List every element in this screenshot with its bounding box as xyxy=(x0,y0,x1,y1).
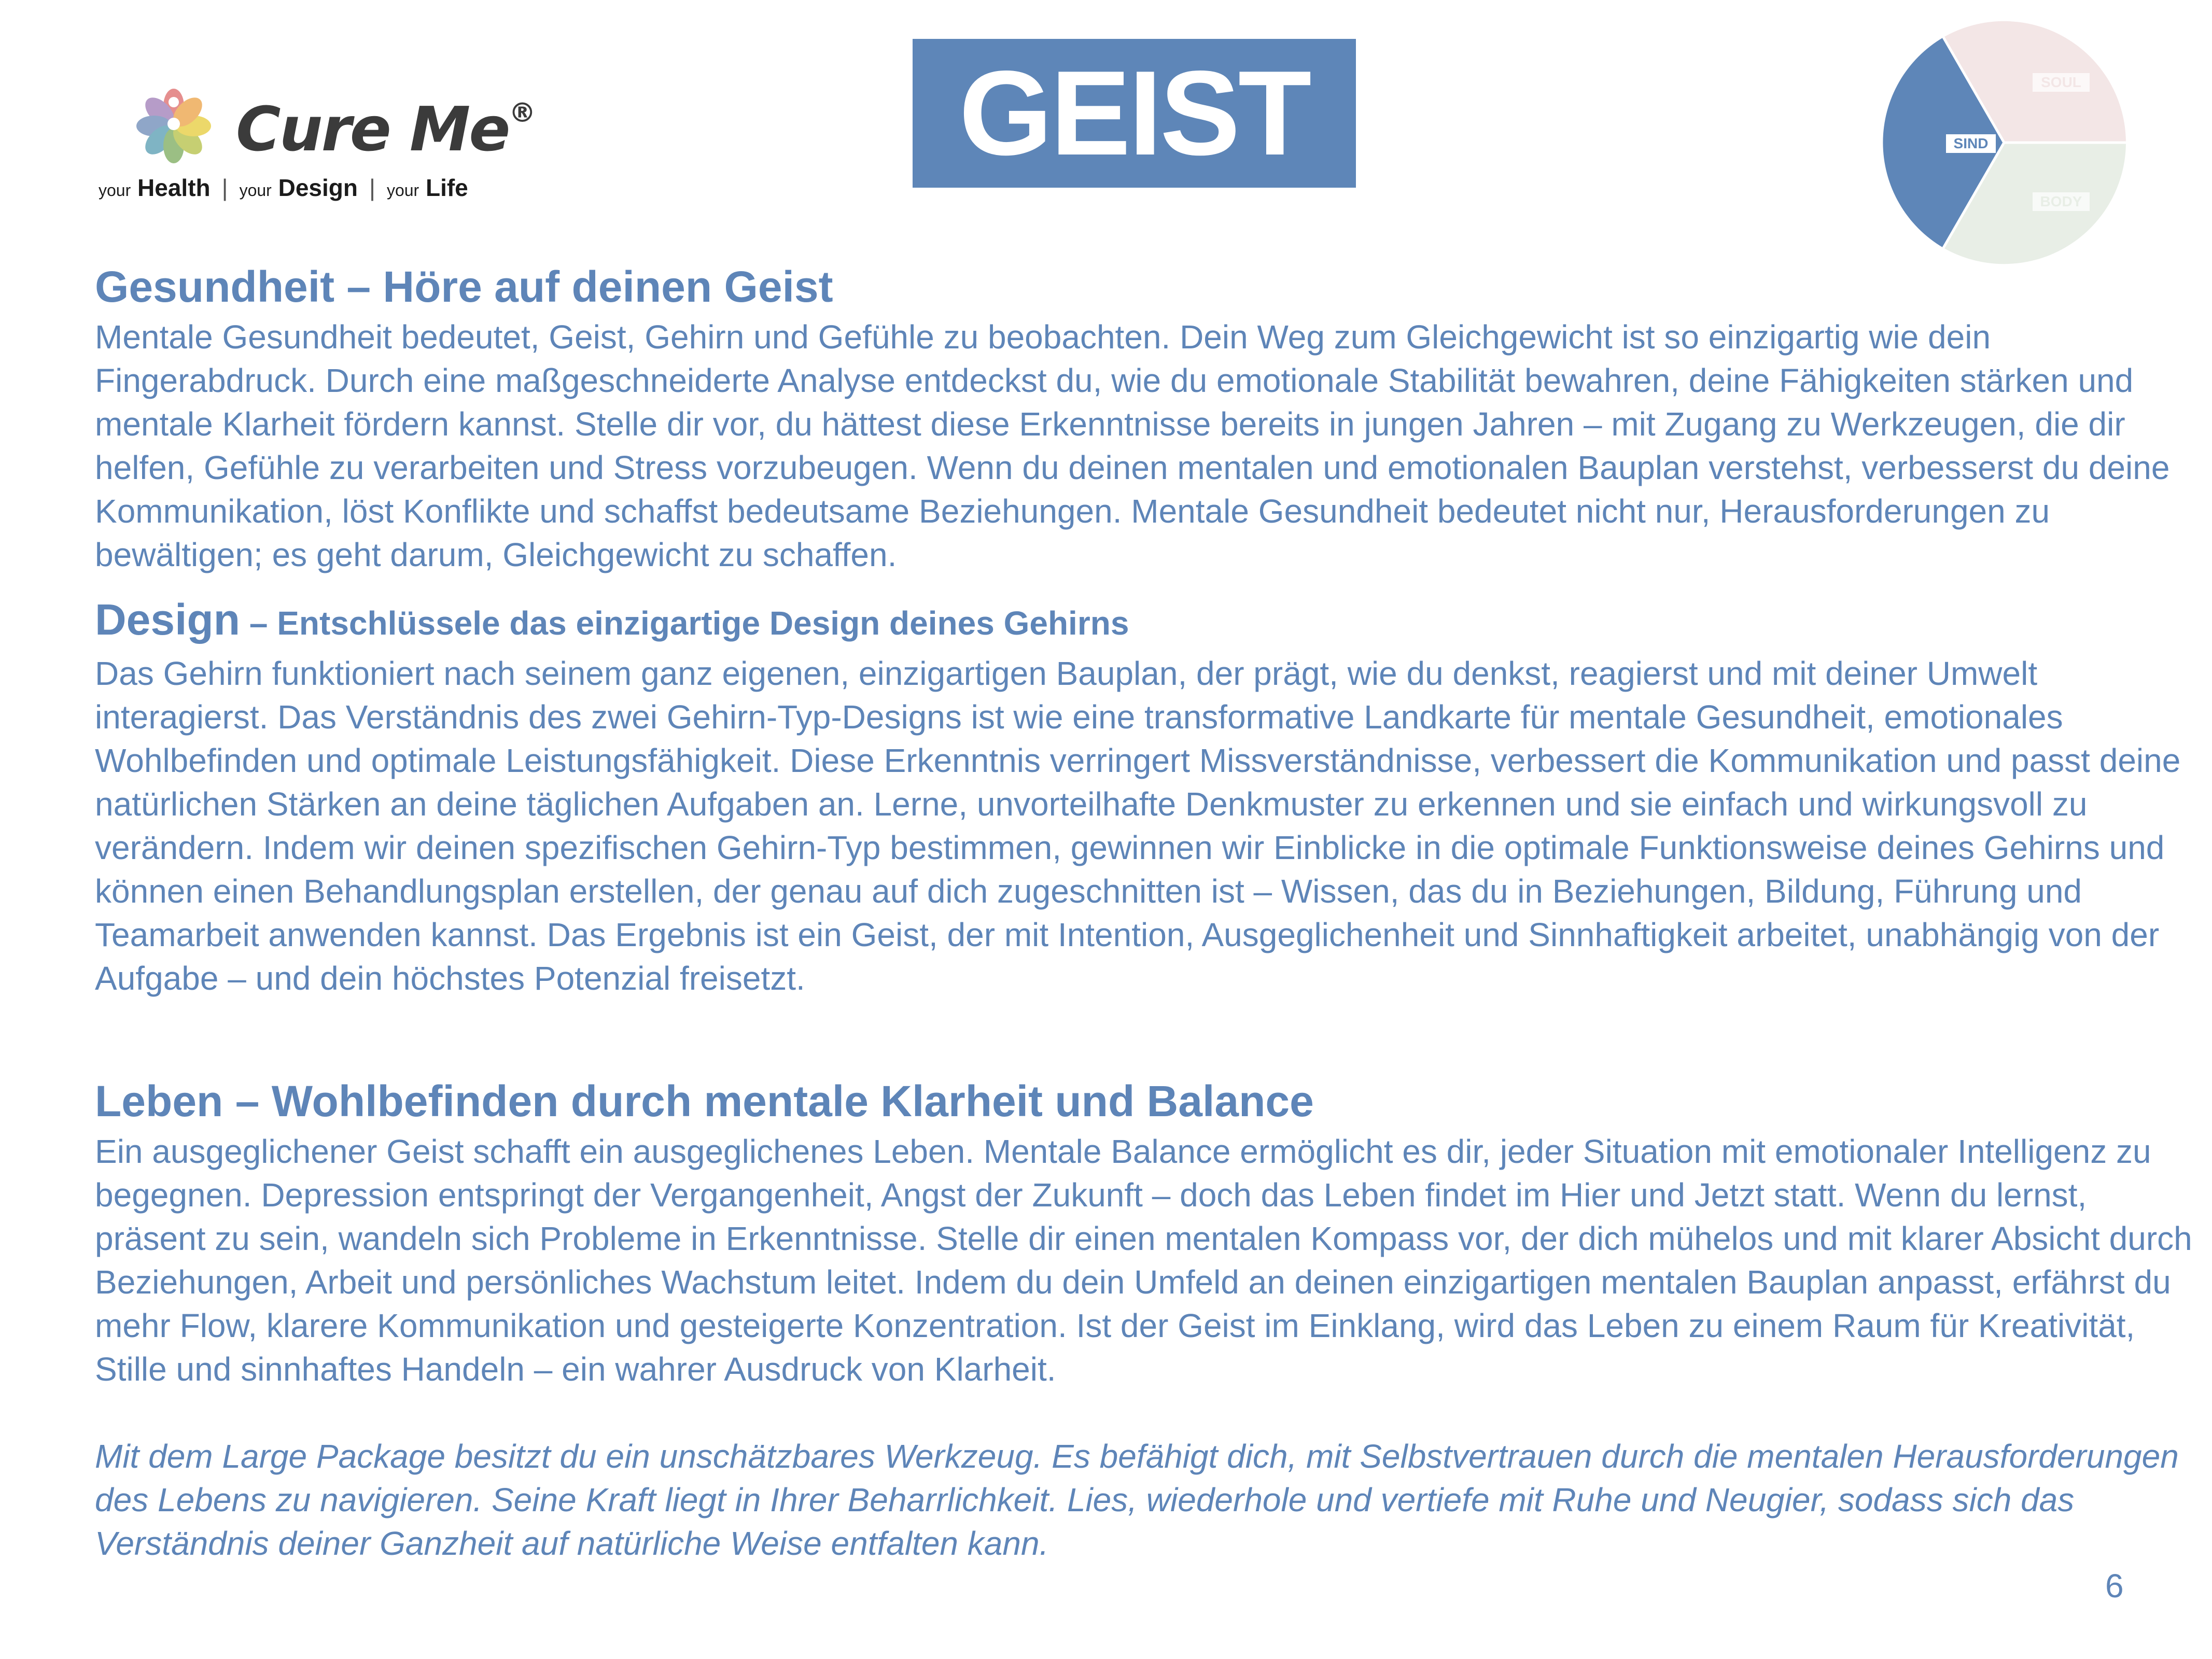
section-heading: Leben – Wohlbefinden durch mentale Klarheit und Balance xyxy=(95,1077,1314,1126)
wheel-label-soul: SOUL xyxy=(2041,74,2081,90)
brand-name: Cure Me® xyxy=(236,93,535,165)
flower-logo-icon xyxy=(135,87,213,165)
page-title: GEIST xyxy=(913,39,1356,188)
section-gesundheit xyxy=(95,258,2200,577)
page-content xyxy=(95,258,2200,1565)
mind-soul-body-wheel xyxy=(1882,21,2126,264)
section-body: Ein ausgeglichener Geist schafft ein ausgeglichenes Leben. Mentale Balance ermöglicht es dir, jeder Situation mit emotionaler Intelligenz zu begegnen. Depression entspringt der Vergangenheit, Angst der Zukunft – doch das Leben findet im Hier und Jetzt statt. Wenn du lernst, präsent zu sein, wandeln sich Probleme in Erkenntnisse. Stelle dir einen mentalen Kompass vor, der dich mühelos und mit klarer Absicht durch Beziehungen, Arbeit und persönliches Wachstum leitet. Indem du dein Umfeld an deinen einzigartigen mentalen Bauplan anpasst, erfährst du mehr Flow, klarere Kommunikation und gesteigerte Konzentration. Ist der Geist im Einklang, wird das Leben zu einem Raum für Kreativität, Stille und sinnhaftes Handeln – ein wahrer Ausdruck von Klarheit. xyxy=(95,1133,2192,1388)
closing-note: Mit dem Large Package besitzt du ein unschätzbares Werkzeug. Es befähigt dich, mit Selbstvertrauen durch die mentalen Herausforderungen des Lebens zu navigieren. Seine Kraft liegt in Ihrer Beharrlichkeit. Lies, wiederhole und vertiefe mit Ruhe und Neugier, sodass sich das Verständnis deiner Ganzheit auf natürliche Weise entfalten kann. xyxy=(95,1438,2179,1562)
wheel-label-body: BODY xyxy=(2040,193,2082,209)
section-design xyxy=(95,591,2200,1000)
wheel-label-mind: SIND xyxy=(1953,135,1989,151)
brand-tagline: your Health | your Design | your Life xyxy=(99,174,468,201)
page-number: 6 xyxy=(2105,1567,2124,1605)
section-body: Mentale Gesundheit bedeutet, Geist, Gehirn und Gefühle zu beobachten. Dein Weg zum Gleichgewicht ist so einzigartig wie dein Fingerabdruck. Durch eine maßgeschneiderte Analyse entdeckst du, wie du emotionale Stabilität bewahren, deine Fähigkeiten stärken und mentale Klarheit fördern kannst. Stelle dir vor, du hättest diese Erkenntnisse bereits in jungen Jahren – mit Zugang zu Werkzeugen, die dir helfen, Gefühle zu verarbeiten und Stress vorzubeugen. Wenn du deinen mentalen und emotionalen Bauplan verstehst, verbesserst du deine Kommunikation, löst Konflikte und schaffst bedeutsame Beziehungen. Mentale Gesundheit bedeutet nicht nur, Herausforderungen zu bewältigen; es geht darum, Gleichgewicht zu schaffen. xyxy=(95,318,2170,573)
section-body: Das Gehirn funktioniert nach seinem ganz eigenen, einzigartigen Bauplan, der prägt, wie du denkst, reagierst und mit deiner Umwelt interagierst. Das Verständnis des zwei Gehirn-Typ-Designs ist wie eine transformative Landkarte für mentale Gesundheit, emotionales Wohlbefinden und optimale Leistungsfähigkeit. Diese Erkenntnis verringert Missverständnisse, verbessert die Kommunikation und passt deine natürlichen Stärken an deine täglichen Aufgaben an. Lerne, unvorteilhafte Denkmuster zu erkennen und sie einfach und wirkungsvoll zu verändern. Indem wir deinen spezifischen Gehirn-Typ bestimmen, gewinnen wir Einblicke in die optimale Funktionsweise deines Gehirns und können einen Behandlungsplan erstellen, der genau auf dich zugeschnitten ist – Wissen, das du in Beziehungen, Bildung, Führung und Teamarbeit anwenden kannst. Das Ergebnis ist ein Geist, der mit Intention, Ausgeglichenheit und Sinnhaftigkeit arbeitet, unabhängig von der Aufgabe – und dein höchstes Potenzial freisetzt. xyxy=(95,655,2181,997)
section-leben xyxy=(95,1073,2200,1565)
section-heading: Gesundheit – Höre auf deinen Geist xyxy=(95,262,833,311)
section-heading: Design – Entschlüssele das einzigartige Design deines Gehirns xyxy=(95,595,1129,644)
brand-logo xyxy=(99,83,535,207)
